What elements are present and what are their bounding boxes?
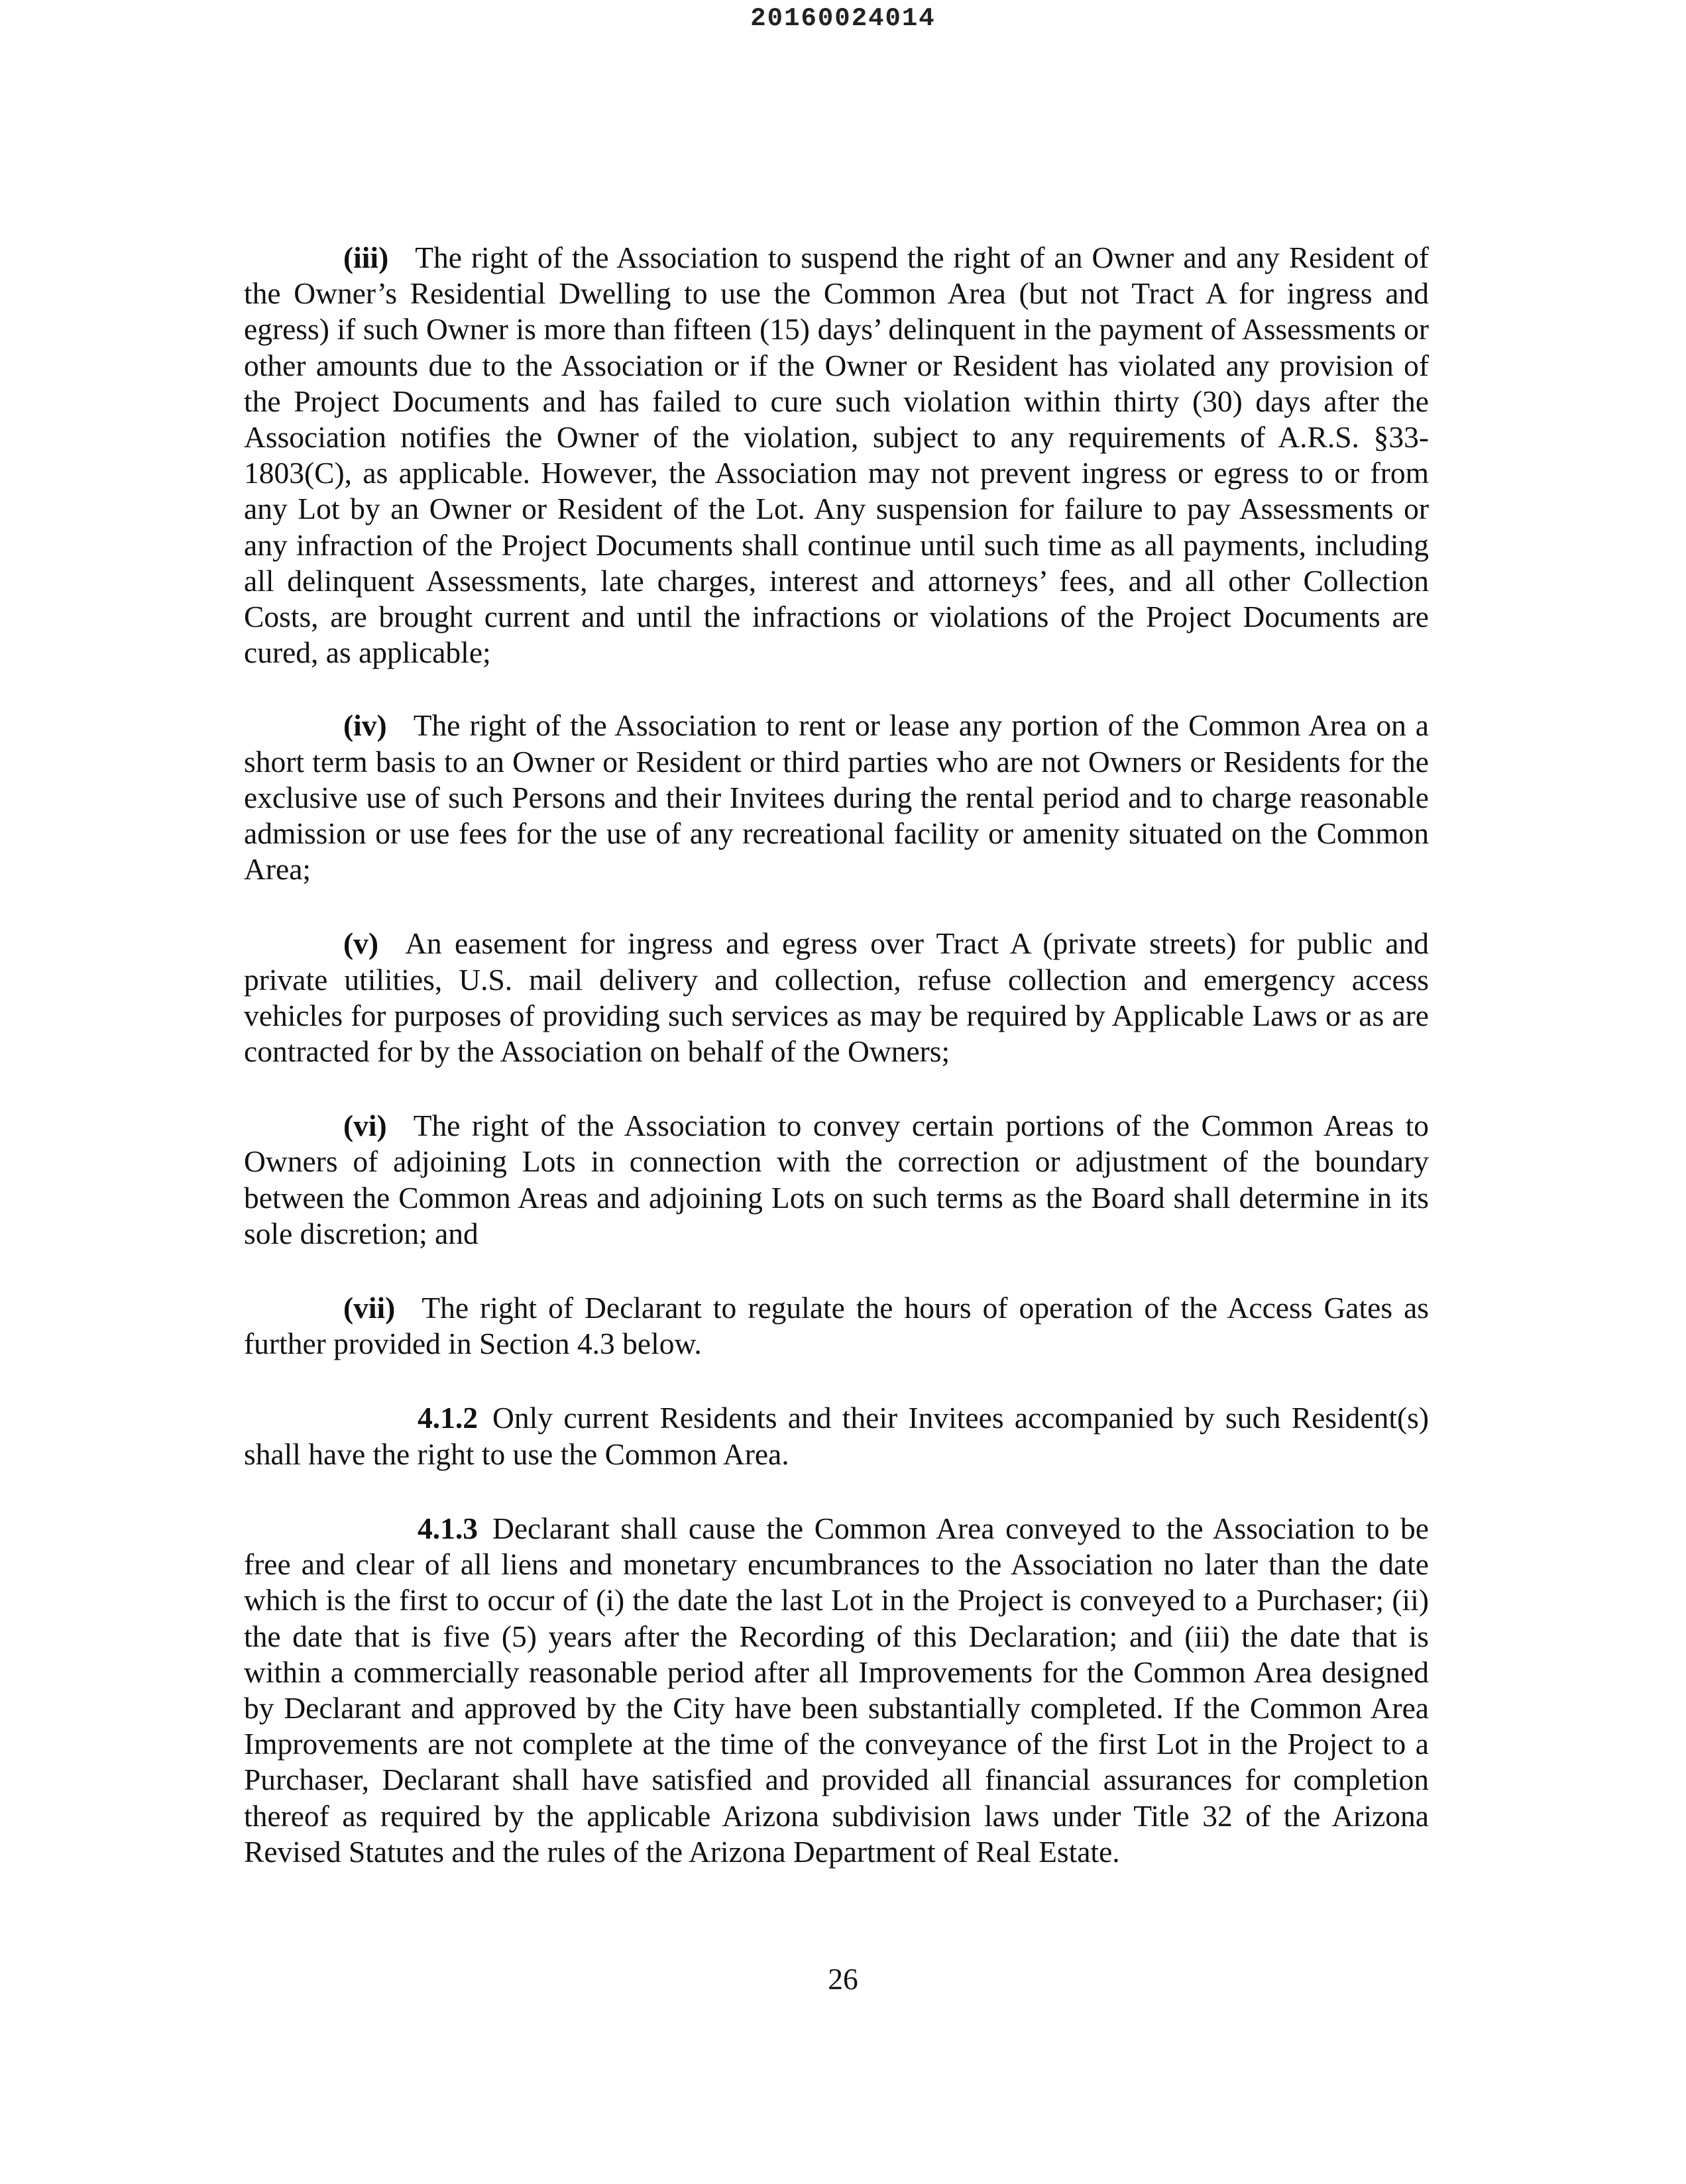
- section-text: Declarant shall cause the Common Area conveyed to the Association to be free and clear of all liens and monetary encumbrances to the Association no later than the date which is the first to occur of (i) the date the last Lot in the Project is conveyed to a Purchaser; (ii) the date that is five (5) years after the Recording of this Declaration; and (iii) the date that is within a commercially reasonable period after all Improvements for the Common Area designed by Declarant and approved by the City have been substantially completed. If the Common Area Improvements are not complete at the time of the conveyance of the first Lot in the Project to a Purchaser, Declarant shall have satisfied and provided all financial assurances for completion thereof as required by the applicable Arizona subdivision laws under Title 32 of the Arizona Revised Statutes and the rules of the Arizona Department of Real Estate.: [244, 1511, 1429, 1869]
- paragraph-v: [244, 926, 1429, 1069]
- paragraph-text: The right of the Association to convey certain portions of the Common Areas to Owners of adjoining Lots in connection with the correction or adjustment of the boundary between the Common Areas and adjoining Lots on such terms as the Board shall determine in its sole discretion; and: [244, 1109, 1429, 1250]
- document-number: 20160024014: [750, 4, 936, 33]
- paragraph-vi: [244, 1108, 1429, 1252]
- paragraph-text: An easement for ingress and egress over Tract A (private streets) for public and private utilities, U.S. mail delivery and collection, refuse collection and emergency access vehicles for purposes of providing such services as may be required by Applicable Laws or as are contracted for by the Association on behalf of the Owners;: [244, 926, 1429, 1069]
- document-body: [244, 240, 1429, 1870]
- page-number: 26: [828, 1962, 858, 1996]
- section-number: 4.1.2: [418, 1401, 478, 1435]
- paragraph-iii: [244, 240, 1429, 671]
- section-number: 4.1.3: [418, 1511, 478, 1545]
- section-4-1-2: [244, 1400, 1429, 1472]
- paragraph-marker: (vii): [343, 1291, 396, 1325]
- paragraph-vii: [244, 1290, 1429, 1362]
- paragraph-text: The right of the Association to rent or lease any portion of the Common Area on a short term basis to an Owner or Resident or third parties who are not Owners or Residents for the exclusive use of such Persons and their Invitees during the rental period and to charge reasonable admission or use fees for the use of any recreational facility or amenity situated on the Common Area;: [244, 708, 1429, 887]
- paragraph-marker: (v): [343, 926, 379, 961]
- section-4-1-3: [244, 1511, 1429, 1870]
- paragraph-text: The right of Declarant to regulate the hours of operation of the Access Gates as further provided in Section 4.3 below.: [244, 1291, 1429, 1361]
- paragraph-marker: (vi): [343, 1109, 387, 1143]
- paragraph-marker: (iii): [343, 241, 389, 274]
- section-text: Only current Residents and their Invitees accompanied by such Resident(s) shall have the right to use the Common Area.: [244, 1401, 1429, 1471]
- paragraph-iv: [244, 708, 1429, 887]
- paragraph-text: The right of the Association to suspend the right of an Owner and any Resident of the Owner’s Residential Dwelling to use the Common Area (but not Tract A for ingress and egress) if such Owner is more than fifteen (15) days’ delinquent in the payment of Assessments or other amounts due to the Association or if the Owner or Resident has violated any provision of the Project Documents and has failed to cure such violation within thirty (30) days after the Association notifies the Owner of the violation, subject to any requirements of A.R.S. §33-1803(C), as applicable. However, the Association may not prevent ingress or egress to or from any Lot by an Owner or Resident of the Lot. Any suspension for failure to pay Assessments or any infraction of the Project Documents shall continue until such time as all payments, including all delinquent Assessments, late charges, interest and attorneys’ fees, and all other Collection Costs, are brought current and until the infractions or violations of the Project Documents are cured, as applicable;: [244, 241, 1429, 670]
- paragraph-marker: (iv): [343, 708, 387, 743]
